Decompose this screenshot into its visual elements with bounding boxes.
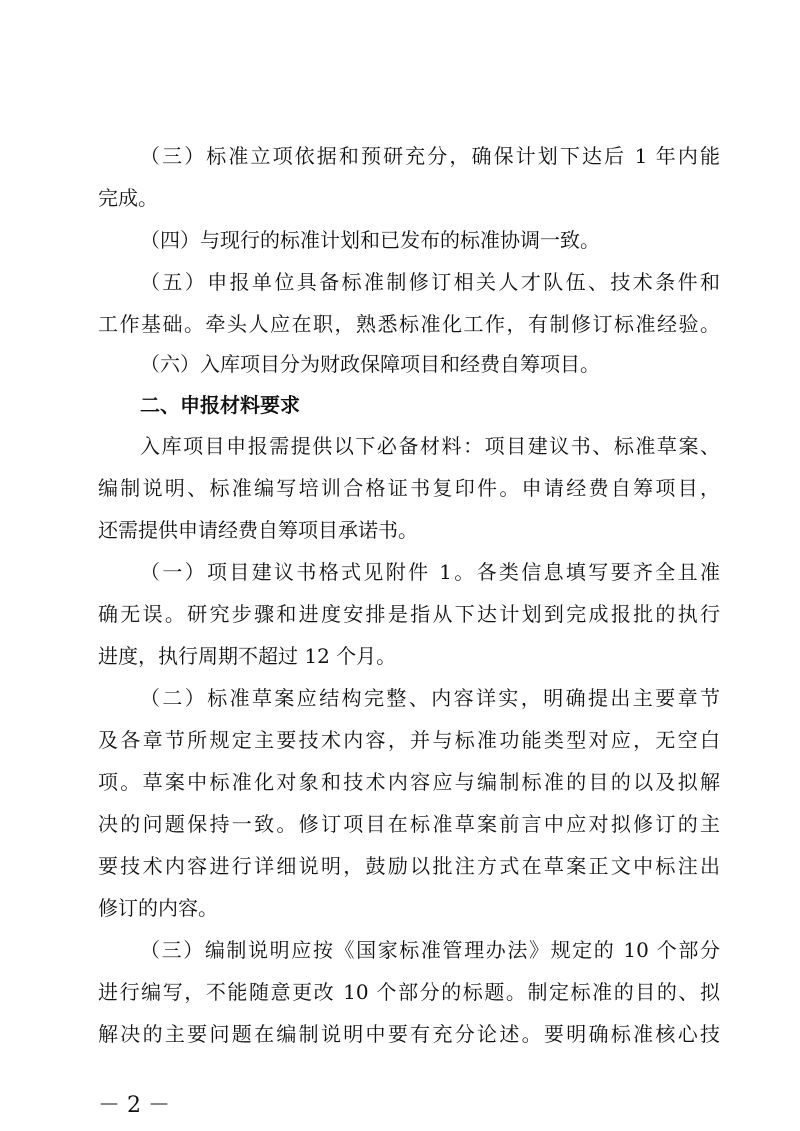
paragraph-line: （三）编制说明应按《国家标准管理办法》规定的 10 个部分 <box>140 938 720 962</box>
paragraph-line: （五）申报单位具备标准制修订相关人才队伍、技术条件和 <box>140 270 720 294</box>
paragraph-line: 编制说明、标准编写培训合格证书复印件。申请经费自筹项目， <box>98 476 720 500</box>
paragraph-line: 决的问题保持一致。修订项目在标准草案前言中应对拟修订的主 <box>98 812 720 836</box>
section-heading: 二、申报材料要求 <box>140 393 300 417</box>
paragraph-line: 及各章节所规定主要技术内容，并与标准功能类型对应，无空白 <box>98 728 720 752</box>
paragraph-line: 要技术内容进行详细说明，鼓励以批注方式在草案正文中标注出 <box>98 854 720 878</box>
paragraph-line: 项。草案中标准化对象和技术内容应与编制标准的目的以及拟解 <box>98 770 720 794</box>
paragraph-line: （三）标准立项依据和预研充分，确保计划下达后 1 年内能 <box>140 144 720 168</box>
paragraph-line: 进行编写，不能随意更改 10 个部分的标题。制定标准的目的、拟 <box>98 980 720 1004</box>
page-number: － 2 － <box>98 1093 170 1118</box>
paragraph-line: 解决的主要问题在编制说明中要有充分论述。要明确标准核心技 <box>98 1022 720 1046</box>
paragraph-line: 进度，执行周期不超过 12 个月。 <box>98 644 397 668</box>
paragraph-line: （一）项目建议书格式见附件 1。各类信息填写要齐全且准 <box>140 560 720 584</box>
paragraph-line: 确无误。研究步骤和进度安排是指从下达计划到完成报批的执行 <box>98 602 720 626</box>
paragraph-line: 修订的内容。 <box>98 896 218 920</box>
paragraph-line: 完成。 <box>98 186 158 210</box>
paragraph-line: 工作基础。牵头人应在职，熟悉标准化工作，有制修订标准经验。 <box>98 312 720 336</box>
paragraph-line: （四）与现行的标准计划和已发布的标准协调一致。 <box>140 228 600 252</box>
paragraph-line: 还需提供申请经费自筹项目承诺书。 <box>98 518 418 542</box>
paragraph-line: （六）入库项目分为财政保障项目和经费自筹项目。 <box>140 352 600 376</box>
paragraph-line: （二）标准草案应结构完整、内容详实，明确提出主要章节 <box>140 686 720 710</box>
paragraph-line: 入库项目申报需提供以下必备材料：项目建议书、标准草案、 <box>140 434 720 458</box>
